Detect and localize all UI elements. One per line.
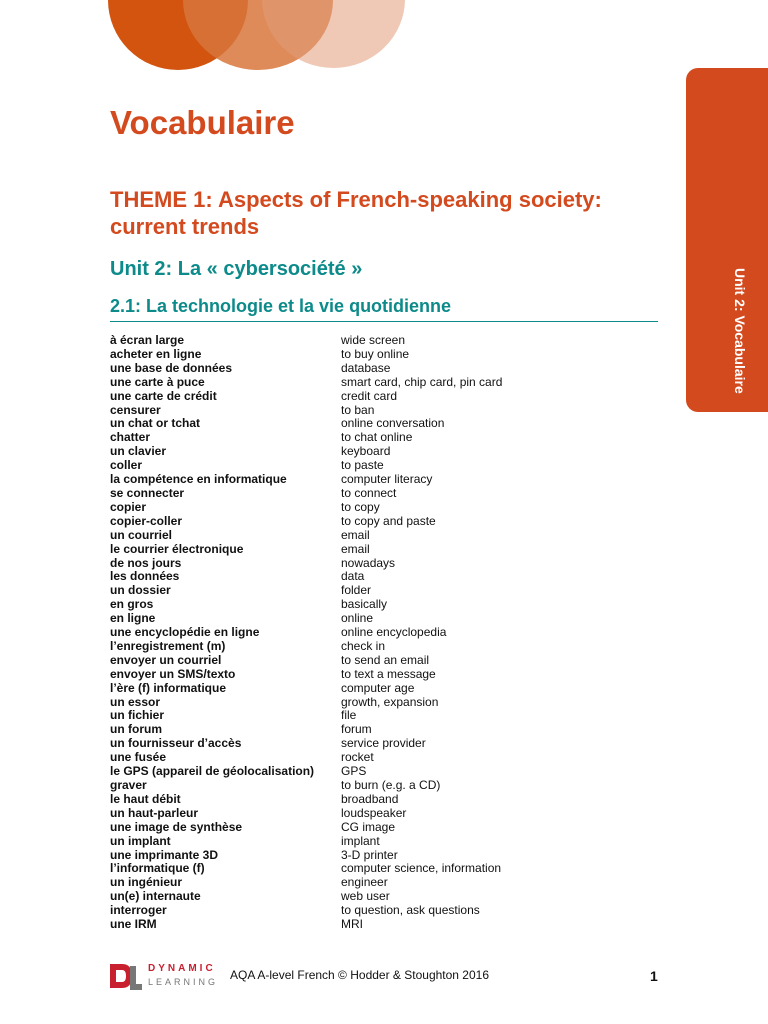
english-translation: folder: [341, 583, 372, 598]
english-translation: to send an email: [341, 652, 430, 667]
french-term: le haut débit: [110, 791, 181, 806]
english-translation: smart card, chip card, pin card: [341, 374, 503, 389]
vocab-row: [110, 779, 670, 793]
vocab-row: [110, 696, 670, 710]
vocab-row: [110, 612, 670, 626]
vocab-row: [110, 487, 670, 501]
vocab-row: [110, 751, 670, 765]
english-translation: to chat online: [341, 430, 413, 445]
french-term: un forum: [110, 722, 162, 737]
vocab-row: [110, 431, 670, 445]
vocab-row: [110, 876, 670, 890]
vocab-row: [110, 793, 670, 807]
english-translation: to connect: [341, 485, 397, 500]
english-translation: GPS: [341, 764, 367, 779]
vocab-row: [110, 723, 670, 737]
french-term: un fournisseur d’accès: [110, 736, 242, 751]
english-translation: online: [341, 611, 374, 626]
page-title: Vocabulaire: [110, 104, 295, 141]
french-term: copier-coller: [110, 513, 183, 528]
english-translation: to ban: [341, 402, 375, 417]
english-translation: email: [341, 527, 370, 542]
english-translation: to buy online: [341, 346, 410, 361]
page-number: 1: [650, 968, 658, 984]
theme-heading: THEME 1: Aspects of French-speaking society: current trends: [110, 187, 602, 239]
vocabulary-list: [110, 334, 670, 932]
french-term: une image de synthèse: [110, 819, 243, 834]
section-heading: 2.1: La technologie et la vie quotidienne: [110, 296, 658, 322]
english-translation: nowadays: [341, 555, 396, 570]
french-term: un courriel: [110, 527, 173, 542]
french-term: une base de données: [110, 360, 233, 375]
french-term: un fichier: [110, 708, 165, 723]
english-translation: file: [341, 708, 357, 723]
english-translation: to paste: [341, 458, 384, 473]
vocab-row: [110, 765, 670, 779]
vocab-row: [110, 626, 670, 640]
english-translation: 3-D printer: [341, 847, 398, 862]
vocab-row: [110, 529, 670, 543]
french-term: un essor: [110, 694, 161, 709]
english-translation: computer literacy: [341, 472, 433, 487]
english-translation: check in: [341, 638, 386, 653]
english-translation: web user: [341, 889, 390, 904]
french-term: à écran large: [110, 333, 185, 347]
french-term: copier: [110, 499, 147, 514]
vocab-row: [110, 598, 670, 612]
french-term: se connecter: [110, 485, 185, 500]
french-term: un ingénieur: [110, 875, 182, 890]
english-translation: basically: [341, 597, 388, 612]
vocab-row: [110, 807, 670, 821]
english-translation: credit card: [341, 388, 398, 403]
english-translation: growth, expansion: [341, 694, 439, 709]
vocab-row: [110, 918, 670, 932]
vocab-row: [110, 348, 670, 362]
english-translation: to copy and paste: [341, 513, 436, 528]
french-term: un haut-parleur: [110, 805, 199, 820]
french-term: la compétence en informatique: [110, 472, 287, 487]
vocab-row: [110, 849, 670, 863]
french-term: coller: [110, 458, 143, 473]
english-translation: keyboard: [341, 444, 391, 459]
french-term: une fusée: [110, 750, 167, 765]
logo-text-dynamic: DYNAMIC: [148, 963, 216, 974]
vocab-row: [110, 557, 670, 571]
vocab-row: [110, 682, 670, 696]
dynamic-learning-logo: [108, 962, 226, 990]
vocab-row: [110, 334, 670, 348]
english-translation: broadband: [341, 791, 399, 806]
vocab-row: [110, 543, 670, 557]
french-term: en ligne: [110, 611, 156, 626]
vocab-row: [110, 862, 670, 876]
english-translation: engineer: [341, 875, 388, 890]
english-translation: MRI: [341, 917, 363, 932]
vocab-row: [110, 473, 670, 487]
vocab-row: [110, 584, 670, 598]
side-tab-label: Unit 2: Vocabulaire: [732, 268, 748, 394]
french-term: un implant: [110, 833, 171, 848]
english-translation: to burn (e.g. a CD): [341, 778, 441, 792]
vocab-row: [110, 501, 670, 515]
french-term: envoyer un courriel: [110, 652, 222, 667]
english-translation: database: [341, 360, 391, 375]
english-translation: service provider: [341, 736, 426, 751]
english-translation: to question, ask questions: [341, 903, 480, 918]
french-term: envoyer un SMS/texto: [110, 666, 236, 681]
french-term: une imprimante 3D: [110, 847, 219, 862]
french-term: le courrier électronique: [110, 541, 244, 556]
french-term: en gros: [110, 597, 154, 612]
vocab-row: [110, 390, 670, 404]
vocab-row: [110, 668, 670, 682]
english-translation: to copy: [341, 499, 380, 514]
copyright-notice: AQA A-level French © Hodder & Stoughton 2016: [230, 968, 489, 982]
french-term: un clavier: [110, 444, 167, 459]
english-translation: computer age: [341, 680, 415, 695]
logo-mark-icon: [108, 962, 142, 990]
english-translation: computer science, information: [341, 861, 502, 876]
english-translation: CG image: [341, 819, 396, 834]
french-term: un(e) internaute: [110, 889, 201, 904]
decorative-circles: [0, 0, 420, 70]
french-term: une IRM: [110, 917, 157, 932]
french-term: l’ère (f) informatique: [110, 680, 227, 695]
vocab-row: [110, 737, 670, 751]
vocab-row: [110, 709, 670, 723]
french-term: le GPS (appareil de géolocalisation): [110, 764, 315, 779]
vocab-row: [110, 654, 670, 668]
french-term: les données: [110, 569, 180, 584]
vocab-row: [110, 821, 670, 835]
french-term: interroger: [110, 903, 167, 918]
french-term: une carte à puce: [110, 374, 205, 389]
vocab-row: [110, 459, 670, 473]
french-term: censurer: [110, 402, 161, 417]
english-translation: email: [341, 541, 370, 556]
english-translation: implant: [341, 833, 380, 848]
french-term: un chat or tchat: [110, 416, 201, 431]
french-term: chatter: [110, 430, 151, 445]
vocab-row: [110, 362, 670, 376]
french-term: de nos jours: [110, 555, 182, 570]
vocab-row: [110, 404, 670, 418]
english-translation: loudspeaker: [341, 805, 407, 820]
french-term: acheter en ligne: [110, 346, 202, 361]
vocab-row: [110, 515, 670, 529]
vocab-row: [110, 835, 670, 849]
vocab-row: [110, 417, 670, 431]
french-term: une carte de crédit: [110, 388, 217, 403]
vocab-row: [110, 376, 670, 390]
vocab-row: [110, 445, 670, 459]
french-term: un dossier: [110, 583, 171, 598]
english-translation: forum: [341, 722, 372, 737]
english-translation: rocket: [341, 750, 374, 765]
english-translation: online conversation: [341, 416, 445, 431]
logo-text-learning: LEARNING: [148, 977, 219, 987]
french-term: l’enregistrement (m): [110, 638, 226, 653]
french-term: graver: [110, 778, 147, 792]
vocab-row: [110, 904, 670, 918]
english-translation: data: [341, 569, 365, 584]
french-term: une encyclopédie en ligne: [110, 625, 260, 640]
side-tab: [686, 68, 768, 412]
vocab-row: [110, 890, 670, 904]
vocab-row: [110, 640, 670, 654]
english-translation: online encyclopedia: [341, 625, 447, 640]
french-term: l’informatique (f): [110, 861, 205, 876]
english-translation: wide screen: [341, 333, 406, 347]
english-translation: to text a message: [341, 666, 436, 681]
unit-heading: Unit 2: La « cybersociété »: [110, 258, 363, 280]
vocab-row: [110, 570, 670, 584]
